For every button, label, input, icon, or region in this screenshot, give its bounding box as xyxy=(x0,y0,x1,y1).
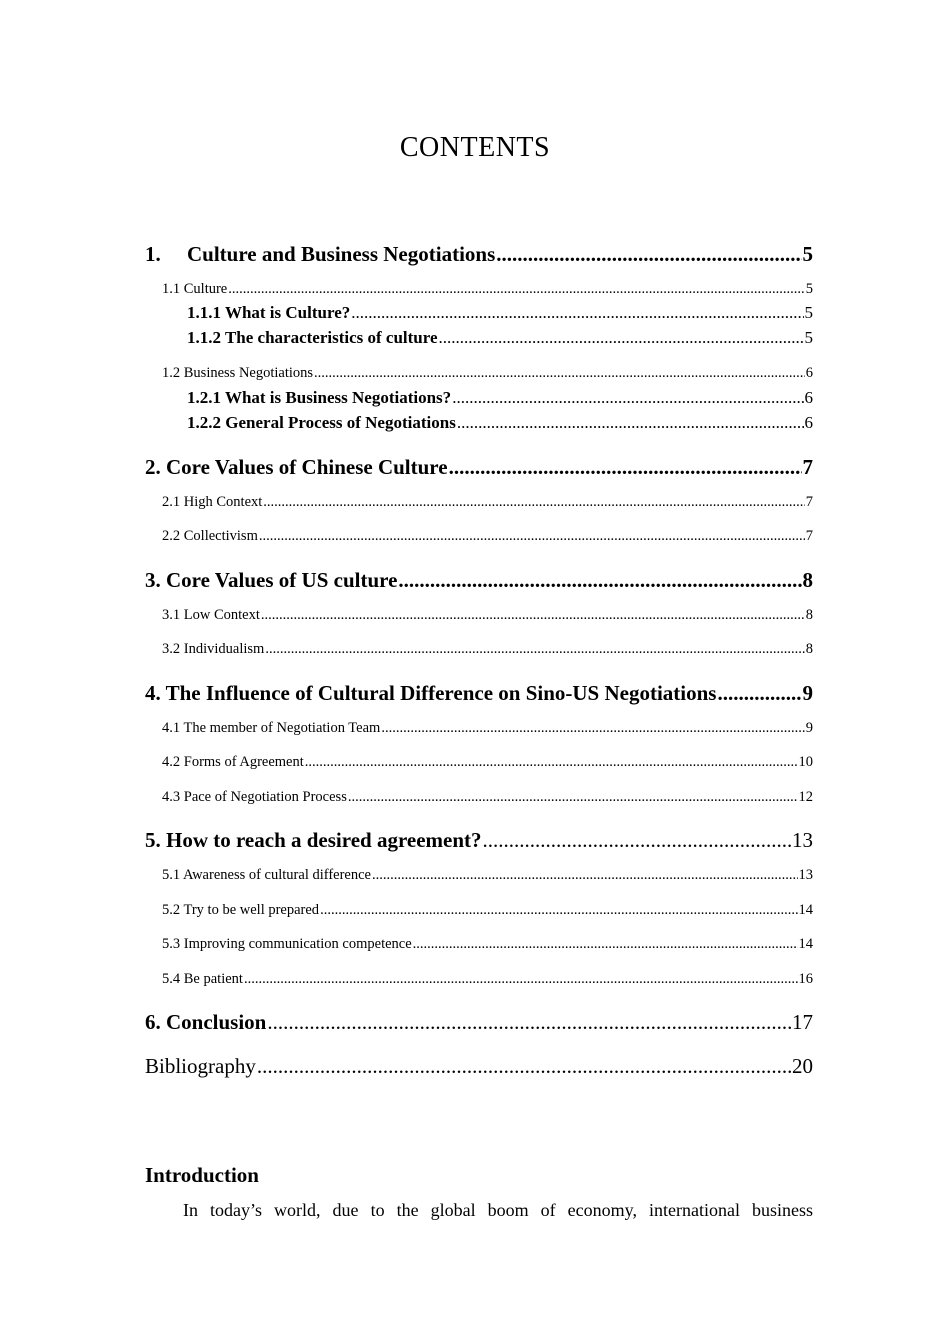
toc-leader xyxy=(263,494,804,511)
toc-leader xyxy=(265,641,804,658)
toc-label: 5.1 Awareness of cultural difference xyxy=(162,867,371,883)
toc-page-number: 16 xyxy=(798,971,813,987)
toc-leader xyxy=(314,365,805,382)
toc-page-number: 8 xyxy=(805,641,813,657)
toc-leader xyxy=(449,455,802,480)
toc-leader xyxy=(452,388,803,408)
toc-label: 4.3 Pace of Negotiation Process xyxy=(162,789,347,805)
toc-leader xyxy=(261,607,805,624)
toc-entry-3-2[interactable] xyxy=(162,641,813,659)
toc-label: 2.2 Collectivism xyxy=(162,528,258,544)
toc-page-number: 6 xyxy=(804,388,813,407)
toc-page-number: 9 xyxy=(802,681,813,705)
toc-entry-section-4[interactable] xyxy=(145,681,813,707)
toc-leader xyxy=(351,303,803,323)
introduction-heading: Introduction xyxy=(145,1163,259,1187)
toc-entry-section-2[interactable] xyxy=(145,455,813,481)
toc-entry-bibliography[interactable] xyxy=(145,1054,813,1080)
toc-page-number: 10 xyxy=(798,754,813,770)
toc-entry-5-4[interactable] xyxy=(162,971,813,989)
toc-leader xyxy=(413,936,798,953)
toc-entry-4-3[interactable] xyxy=(162,789,813,807)
introduction-paragraph: In today’s world, due to the global boom of economy, international business xyxy=(183,1200,813,1220)
toc-page-number: 8 xyxy=(805,607,813,623)
toc-page-number: 13 xyxy=(798,867,813,883)
toc-entry-1-2-1[interactable] xyxy=(187,388,813,410)
toc-entry-5-1[interactable] xyxy=(162,867,813,885)
toc-leader xyxy=(305,754,798,771)
toc-label: 3.2 Individualism xyxy=(162,641,265,657)
toc-label: 5.2 Try to be well prepared xyxy=(162,902,320,918)
toc-label: 1.1.1 What is Culture? xyxy=(187,303,351,322)
toc-label: Bibliography xyxy=(145,1054,256,1078)
toc-entry-1-1[interactable] xyxy=(162,281,813,299)
toc-entry-1-1-1[interactable] xyxy=(187,303,813,325)
toc-page-number: 8 xyxy=(802,568,813,592)
toc-label: Culture and Business Negotiations xyxy=(187,242,496,266)
toc-label: 4.1 The member of Negotiation Team xyxy=(162,720,381,736)
toc-label: 1.2.2 General Process of Negotiations xyxy=(187,413,456,432)
toc-page-number: 5 xyxy=(804,303,813,322)
toc-page-number: 14 xyxy=(798,902,813,918)
toc-entry-1-2[interactable] xyxy=(162,365,813,383)
toc-leader xyxy=(348,789,798,806)
toc-entry-section-1[interactable] xyxy=(145,242,813,268)
toc-entry-2-1[interactable] xyxy=(162,494,813,512)
toc-entry-5-2[interactable] xyxy=(162,902,813,920)
toc-leader xyxy=(483,828,791,853)
toc-entry-1-2-2[interactable] xyxy=(187,413,813,435)
toc-label: 5.4 Be patient xyxy=(162,971,243,987)
toc-leader xyxy=(717,681,801,706)
toc-page-number: 6 xyxy=(804,413,813,432)
toc-leader xyxy=(496,242,801,267)
toc-entry-5-3[interactable] xyxy=(162,936,813,954)
toc-page-number: 9 xyxy=(805,720,813,736)
toc-page-number: 20 xyxy=(792,1054,813,1078)
toc-entry-section-6[interactable] xyxy=(145,1010,813,1036)
toc-label: 3.1 Low Context xyxy=(162,607,260,623)
toc-entry-3-1[interactable] xyxy=(162,607,813,625)
toc-label: 1.1 Culture xyxy=(162,281,228,297)
toc-label: 5. How to reach a desired agreement? xyxy=(145,828,482,852)
toc-page-number: 7 xyxy=(805,528,813,544)
toc-label: 3. Core Values of US culture xyxy=(145,568,398,592)
toc-page-number: 7 xyxy=(805,494,813,510)
toc-leader xyxy=(244,971,798,988)
toc-entry-section-5[interactable] xyxy=(145,828,813,854)
toc-page-number: 5 xyxy=(805,281,813,297)
toc-leader xyxy=(439,328,804,348)
toc-page-number: 7 xyxy=(802,455,813,479)
toc-page-number: 13 xyxy=(792,828,813,852)
toc-page-number: 14 xyxy=(798,936,813,952)
toc-entry-section-3[interactable] xyxy=(145,568,813,594)
toc-entry-2-2[interactable] xyxy=(162,528,813,546)
toc-label: 5.3 Improving communication competence xyxy=(162,936,412,952)
toc-page-number: 5 xyxy=(802,242,813,266)
toc-entry-1-1-2[interactable] xyxy=(187,328,813,350)
toc-label: 2.1 High Context xyxy=(162,494,263,510)
toc-page-number: 17 xyxy=(792,1010,813,1034)
toc-page-number: 6 xyxy=(805,365,813,381)
toc-leader xyxy=(381,720,804,737)
toc-leader xyxy=(320,902,797,919)
toc-leader xyxy=(372,867,798,884)
toc-leader xyxy=(257,1054,791,1079)
toc-label: 1.2 Business Negotiations xyxy=(162,365,314,381)
toc-leader xyxy=(259,528,805,545)
toc-label: 2. Core Values of Chinese Culture xyxy=(145,455,448,479)
toc-leader xyxy=(398,568,801,593)
toc-entry-4-2[interactable] xyxy=(162,754,813,772)
toc-label: 6. Conclusion xyxy=(145,1010,267,1034)
toc-leader xyxy=(228,281,805,298)
toc-page-number: 12 xyxy=(798,789,813,805)
toc-entry-4-1[interactable] xyxy=(162,720,813,738)
toc-page-number: 5 xyxy=(804,328,813,347)
contents-title: CONTENTS xyxy=(399,132,551,163)
toc-leader xyxy=(267,1010,791,1035)
toc-label: 1.2.1 What is Business Negotiations? xyxy=(187,388,452,407)
toc-label: 4.2 Forms of Agreement xyxy=(162,754,304,770)
toc-leader xyxy=(457,413,804,433)
toc-label: 4. The Influence of Cultural Difference on Sino-US Negotiations xyxy=(145,681,717,705)
toc-number: 1. xyxy=(145,242,161,266)
toc-label: 1.1.2 The characteristics of culture xyxy=(187,328,438,347)
